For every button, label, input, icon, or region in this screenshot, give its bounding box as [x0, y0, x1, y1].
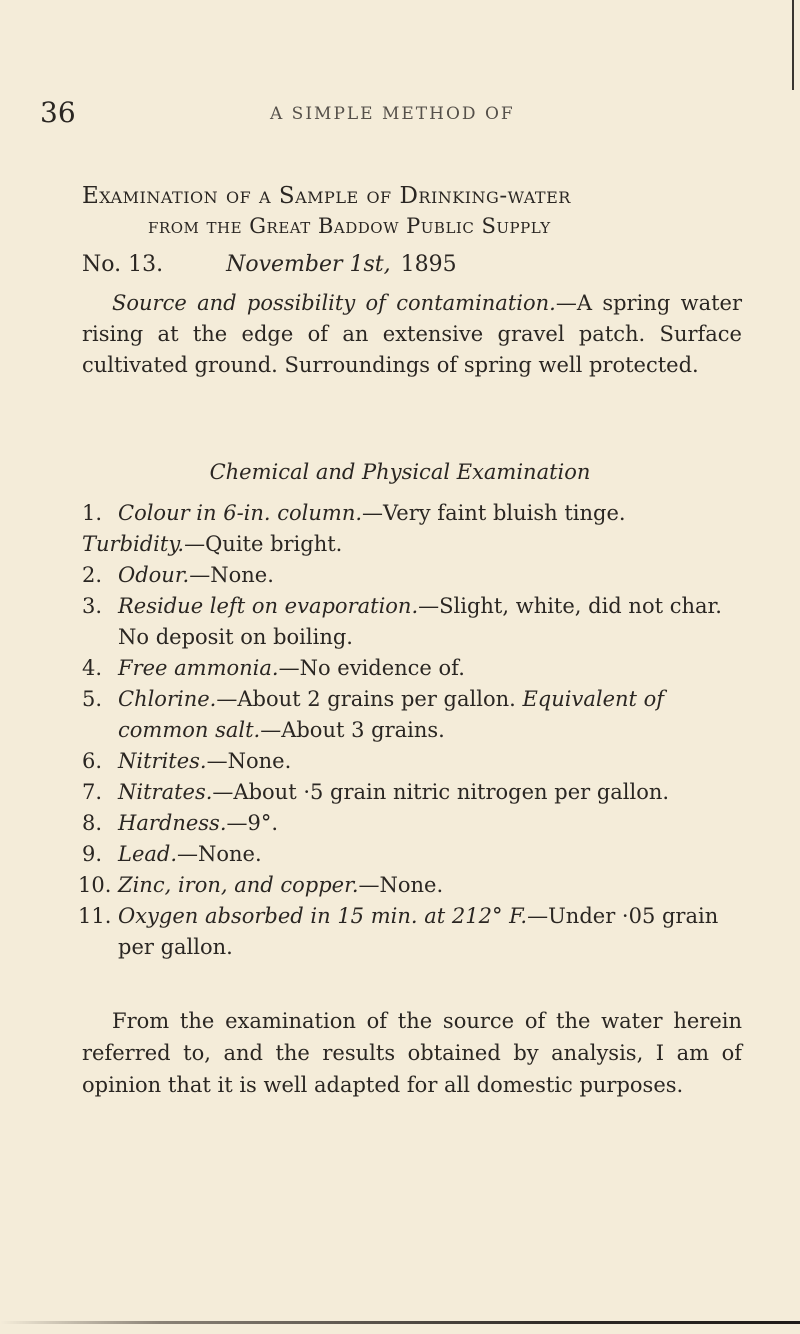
running-head	[40, 96, 760, 132]
item-text: —Under ·05 grain per gallon.	[118, 904, 719, 959]
sub-item	[82, 529, 752, 560]
item-text: —None.	[358, 873, 444, 897]
record-date	[226, 252, 457, 277]
item-number: 2.	[82, 563, 103, 587]
list-item	[82, 560, 752, 591]
item-label: Colour in 6-in. column.	[118, 501, 363, 525]
source-label: Source and possibility of contamination.	[112, 291, 556, 315]
item-label: Lead.	[118, 842, 178, 866]
item-number: 4.	[82, 656, 103, 680]
item-text: —Very faint bluish tinge.	[362, 501, 626, 525]
item-label-secondary: Equivalent of common salt.	[118, 687, 665, 742]
item-label: Hardness.	[118, 811, 227, 835]
item-label: Nitrates.	[118, 780, 213, 804]
item-text: —About 2 grains per gallon.	[216, 687, 523, 711]
item-label: Zinc, iron, and copper.	[118, 873, 359, 897]
record-year: 1895	[400, 252, 457, 277]
item-text: —None.	[189, 563, 274, 587]
list-item	[82, 777, 752, 808]
item-label: Nitrites.	[118, 749, 207, 773]
record-line	[82, 252, 457, 277]
item-text: —9°.	[226, 811, 279, 835]
item-label: Chlorine.	[118, 687, 217, 711]
record-date-day: November 1st,	[226, 252, 391, 277]
heading-line-1: Examination of a Sample of Drinking-water	[82, 183, 571, 209]
item-text: —About ·5 grain nitric nitrogen per gallon.	[212, 780, 670, 804]
list-item	[82, 591, 752, 653]
bottom-rule	[0, 1321, 800, 1324]
item-text: —Slight, white, did not char. No deposit on boiling.	[118, 594, 722, 649]
record-number: No. 13.	[82, 252, 164, 277]
item-label: Odour.	[118, 563, 190, 587]
item-number: 8.	[82, 811, 103, 835]
heading-line-2: from the Great Baddow Public Supply	[148, 214, 551, 238]
item-label: Oxygen absorbed in 15 min. at 212° F.	[118, 904, 528, 928]
item-number: 1.	[82, 501, 103, 525]
list-item	[78, 901, 752, 963]
item-label: Turbidity.	[82, 532, 185, 556]
item-number: 6.	[82, 749, 103, 773]
list-item	[78, 870, 752, 901]
running-title: A SIMPLE METHOD OF	[270, 104, 515, 124]
item-text: —No evidence of.	[278, 656, 465, 680]
page-number: 36	[40, 96, 76, 129]
page-edge-line	[792, 0, 794, 90]
item-text: —Quite bright.	[184, 532, 343, 556]
item-number: 3.	[82, 594, 103, 618]
item-number: 11.	[78, 904, 112, 928]
examination-list	[78, 498, 752, 963]
item-label: Free ammonia.	[118, 656, 279, 680]
list-item	[82, 498, 752, 529]
item-text-secondary: —About 3 grains.	[260, 718, 445, 742]
section-title: Chemical and Physical Examination	[209, 460, 591, 484]
item-label: Residue left on evaporation.	[118, 594, 419, 618]
list-item	[82, 529, 752, 560]
list-item	[82, 653, 752, 684]
list-item	[82, 808, 752, 839]
item-number: 10.	[78, 873, 112, 897]
item-number: 5.	[82, 687, 103, 711]
source-text: —A spring water rising at the edge of an extensive gravel patch. Surface cultivated ground. Surroundings of spring well protected.	[82, 291, 742, 377]
item-number: 7.	[82, 780, 103, 804]
list-item	[82, 684, 752, 746]
item-text: —None.	[177, 842, 262, 866]
item-text: —None.	[206, 749, 292, 773]
source-paragraph	[82, 288, 742, 381]
list-item	[82, 839, 752, 870]
conclusion-paragraph: From the examination of the source of the water herein referred to, and the results obtained by analysis, I am of opinion that it is well adapted for all domestic purposes.	[82, 1009, 742, 1097]
list-item	[82, 746, 752, 777]
item-number: 9.	[82, 842, 103, 866]
